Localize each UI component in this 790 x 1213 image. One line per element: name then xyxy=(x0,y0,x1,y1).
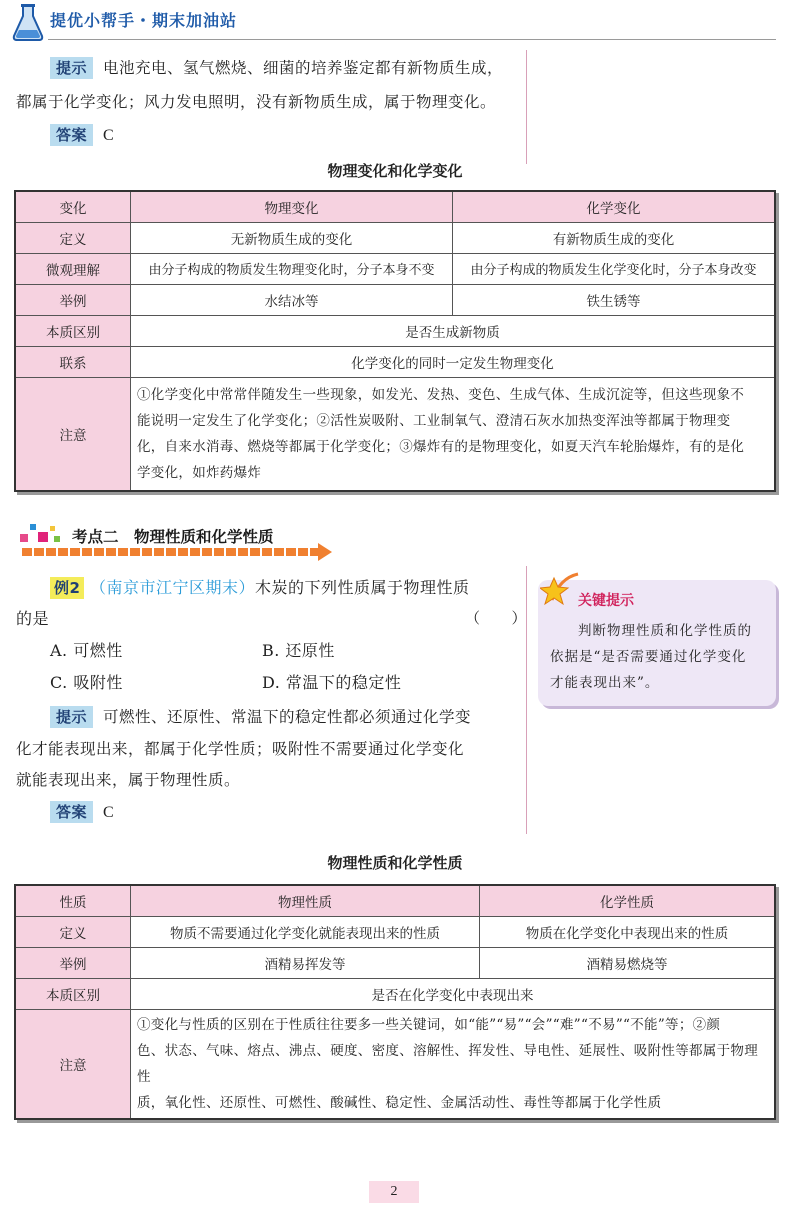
hint-paragraph-2: 提示 可燃性、还原性、常温下的稳定性都必须通过化学变 xyxy=(50,702,524,733)
table-row: 举例 水结冰等 铁生锈等 xyxy=(15,284,775,315)
table-title: 物理变化和化学变化 xyxy=(327,162,463,180)
section-underline xyxy=(22,548,322,556)
hint-tag: 提示 xyxy=(50,706,93,728)
example-source: （南京市江宁区期末） xyxy=(90,578,256,597)
table-row: 本质区别 是否在化学变化中表现出来 xyxy=(15,978,775,1009)
arrow-right-icon xyxy=(318,543,334,561)
answer-row-2 xyxy=(50,797,114,828)
header-cell: 化学变化 xyxy=(452,191,775,222)
table-row: 联系 化学变化的同时一定发生物理变化 xyxy=(15,346,775,377)
table-row: 定义 无新物质生成的变化 有新物质生成的变化 xyxy=(15,222,775,253)
answer-blank: （ ） xyxy=(465,609,528,627)
table-title: 物理性质和化学性质 xyxy=(327,854,463,872)
table-note-row: 注意 ①变化与性质的区别在于性质往往要多一些关键词，如“能”“易”“会”“难”“不易”“不能”等；②颜 色、状态、气味、熔点、沸点、硬度、密度、溶解性、挥发性、导电性、延展性、吸附性等都属于物理性 质，氧化性、还原性、可燃性、酸碱性、稳定性、金属活动性、毒性等都属于化学性质 xyxy=(15,1009,775,1119)
page-header xyxy=(0,0,790,44)
physical-chemical-change-table xyxy=(14,190,776,492)
key-tip-title: 关键提示 xyxy=(578,593,634,609)
example-question: 例2 （南京市江宁区期末）木炭的下列性质属于物理性质 xyxy=(50,572,530,603)
header-cell: 化学性质 xyxy=(480,885,776,916)
header-title: 提优小帮手・期末加油站 xyxy=(50,11,238,30)
key-tip-line: 依据是“是否需要通过化学变化 xyxy=(550,649,747,665)
example-question-cont: 的是 xyxy=(16,609,50,628)
physical-chemical-property-table xyxy=(14,884,776,1120)
table-row: 定义 物质不需要通过化学变化就能表现出来的性质 物质在化学变化中表现出来的性质 xyxy=(15,916,775,947)
header-cell: 变化 xyxy=(15,191,131,222)
option-c: C. 吸附性 xyxy=(50,673,123,692)
key-tip-line: 才能表现出来”。 xyxy=(550,675,660,691)
key-tip-box xyxy=(538,580,776,706)
key-tip-line: 判断物理性质和化学性质的 xyxy=(578,623,752,639)
table-row: 举例 酒精易挥发等 酒精易燃烧等 xyxy=(15,947,775,978)
hint-paragraph-1-cont: 都属于化学变化；风力发电照明，没有新物质生成，属于物理变化。 xyxy=(16,93,497,111)
answer-tag: 答案 xyxy=(50,801,93,823)
answer-value: C xyxy=(103,127,115,144)
section-title: 考点二 物理性质和化学性质 xyxy=(72,528,274,546)
header-cell: 性质 xyxy=(15,885,131,916)
hint-paragraph-1: 提示 电池充电、氢气燃烧、细菌的培养鉴定都有新物质生成， xyxy=(50,53,530,84)
header-divider xyxy=(48,39,776,40)
hint-tag: 提示 xyxy=(50,57,93,79)
star-icon xyxy=(540,572,580,610)
table-header-row xyxy=(15,191,775,222)
table-header-row xyxy=(15,885,775,916)
flask-logo-icon xyxy=(10,2,46,42)
hint-paragraph-2-cont: 就能表现出来，属于物理性质。 xyxy=(16,771,241,789)
table-row: 微观理解 由分子构成的物质发生物理变化时，分子本身不变 由分子构成的物质发生化学变化时，分子本身改变 xyxy=(15,253,775,284)
example-tag: 例2 xyxy=(50,577,84,599)
answer-tag: 答案 xyxy=(50,124,93,146)
option-d: D. 常温下的稳定性 xyxy=(262,673,402,692)
answer-value: C xyxy=(103,804,115,821)
option-a: A. 可燃性 xyxy=(50,641,123,660)
table-row: 本质区别 是否生成新物质 xyxy=(15,315,775,346)
hint-paragraph-2-cont: 化才能表现出来，都属于化学性质；吸附性不需要通过化学变化 xyxy=(16,740,465,758)
section-squares-icon xyxy=(14,520,70,550)
answer-row-1 xyxy=(50,120,114,151)
header-cell: 物理变化 xyxy=(131,191,453,222)
header-cell: 物理性质 xyxy=(131,885,480,916)
option-b: B. 还原性 xyxy=(262,641,335,660)
table-note-row: 注意 ①化学变化中常常伴随发生一些现象，如发光、发热、变色、生成气体、生成沉淀等，但这些现象不 能说明一定发生了化学变化；②活性炭吸附、工业制氧气、澄清石灰水加热变浑浊等都属于物理变 化，自来水消毒、燃烧等都属于化学变化；③爆炸有的是物理变化，如夏天汽车轮胎爆炸，有的是化 学变化，如炸药爆炸 xyxy=(15,377,775,491)
page-number: 2 xyxy=(369,1181,419,1203)
